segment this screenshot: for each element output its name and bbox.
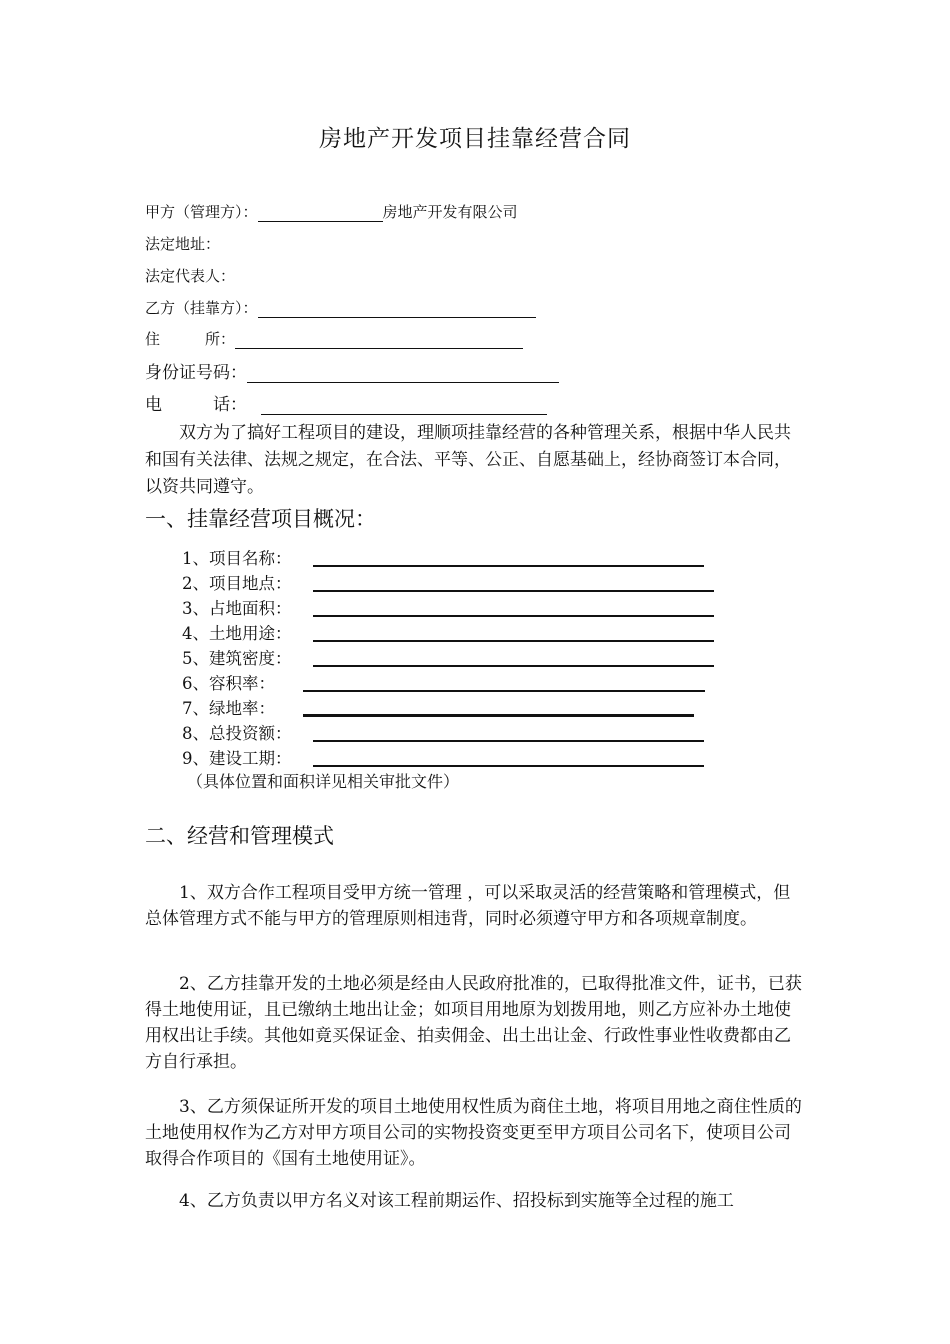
list-item bbox=[182, 570, 292, 594]
residence-blank bbox=[235, 332, 523, 349]
item-label: 1、项目名称： bbox=[182, 549, 292, 568]
item-blank bbox=[313, 590, 714, 592]
legal-rep-label: 法定代表人： bbox=[145, 267, 236, 285]
list-item bbox=[182, 720, 292, 744]
list-item bbox=[182, 545, 292, 569]
party-a-blank bbox=[258, 205, 383, 222]
party-b-label: 乙方（挂靠方）： bbox=[145, 299, 258, 317]
item-blank bbox=[313, 640, 714, 642]
legal-address-label: 法定地址： bbox=[145, 235, 221, 253]
section1-heading: 一、挂靠经营项目概况： bbox=[145, 507, 376, 531]
list-item bbox=[182, 595, 292, 619]
party-a-row bbox=[145, 201, 518, 222]
item-blank bbox=[313, 765, 704, 767]
section2-paragraph-3: 3、乙方须保证所开发的项目土地使用权性质为商住土地，将项目用地之商住性质的土地使用权作为乙方对甲方项目公司的实物投资变更至甲方项目公司名下，使项目公司取得合作项目的《国有土地使用证》。 bbox=[145, 1097, 802, 1169]
item-label: 4、土地用途： bbox=[182, 624, 292, 643]
item-label: 5、建筑密度： bbox=[182, 649, 292, 668]
residence-label: 住 所： bbox=[145, 330, 236, 348]
item-blank bbox=[313, 615, 714, 617]
list-item bbox=[182, 670, 275, 694]
intro-paragraph: 双方为了搞好工程项目的建设，理顺项挂靠经营的各种管理关系，根据中华人民共和国有关法律、法规之规定，在合法、平等、公正、自愿基础上，经协商签订本合同，以资共同遵守。 bbox=[145, 423, 791, 497]
item-blank bbox=[303, 690, 705, 692]
id-blank bbox=[247, 366, 559, 383]
section2-paragraph-4: 4、乙方负责以甲方名义对该工程前期运作、招投标到实施等全过程的施工 bbox=[179, 1191, 734, 1211]
id-label: 身份证号码： bbox=[145, 363, 247, 383]
location-note: （具体位置和面积详见相关审批文件） bbox=[187, 772, 460, 791]
section2-heading: 二、经营和管理模式 bbox=[145, 824, 334, 848]
item-label: 6、容积率： bbox=[182, 674, 275, 693]
party-a-company: 房地产开发有限公司 bbox=[382, 203, 518, 221]
item-label: 7、绿地率： bbox=[182, 699, 275, 718]
page-title: 房地产开发项目挂靠经营合同 bbox=[319, 126, 631, 152]
id-row bbox=[145, 358, 559, 383]
list-item bbox=[182, 745, 292, 769]
item-label: 9、建设工期： bbox=[182, 749, 292, 768]
party-a-label: 甲方（管理方）： bbox=[145, 203, 258, 221]
phone-blank bbox=[261, 398, 547, 415]
item-label: 2、项目地点： bbox=[182, 574, 292, 593]
item-blank bbox=[313, 565, 704, 567]
list-item bbox=[182, 695, 275, 719]
section2-paragraph-1: 1、双方合作工程项目受甲方统一管理 ，可以采取灵活的经营策略和管理模式，但总体管理方式不能与甲方的管理原则相违背，同时必须遵守甲方和各项规章制度。 bbox=[145, 883, 791, 929]
section2-paragraph-2: 2、乙方挂靠开发的土地必须是经由人民政府批准的，已取得批准文件，证书，已获得土地使用证，且已缴纳土地出让金；如项目用地原为划拨用地，则乙方应补办土地使用权出让手续。其他如竟买保证金、拍卖佣金、出土出让金、行政性事业性收费都由乙方自行承担。 bbox=[145, 974, 802, 1072]
list-item bbox=[182, 620, 292, 644]
party-b-blank bbox=[258, 301, 536, 318]
phone-row bbox=[145, 390, 547, 415]
party-b-row bbox=[145, 297, 536, 318]
item-blank bbox=[313, 740, 704, 742]
list-item bbox=[182, 645, 292, 669]
item-label: 3、占地面积： bbox=[182, 599, 292, 618]
item-blank bbox=[303, 714, 694, 717]
item-label: 8、总投资额： bbox=[182, 724, 292, 743]
residence-row bbox=[145, 328, 523, 349]
item-blank bbox=[313, 665, 714, 667]
phone-label: 电 话： bbox=[145, 395, 247, 415]
